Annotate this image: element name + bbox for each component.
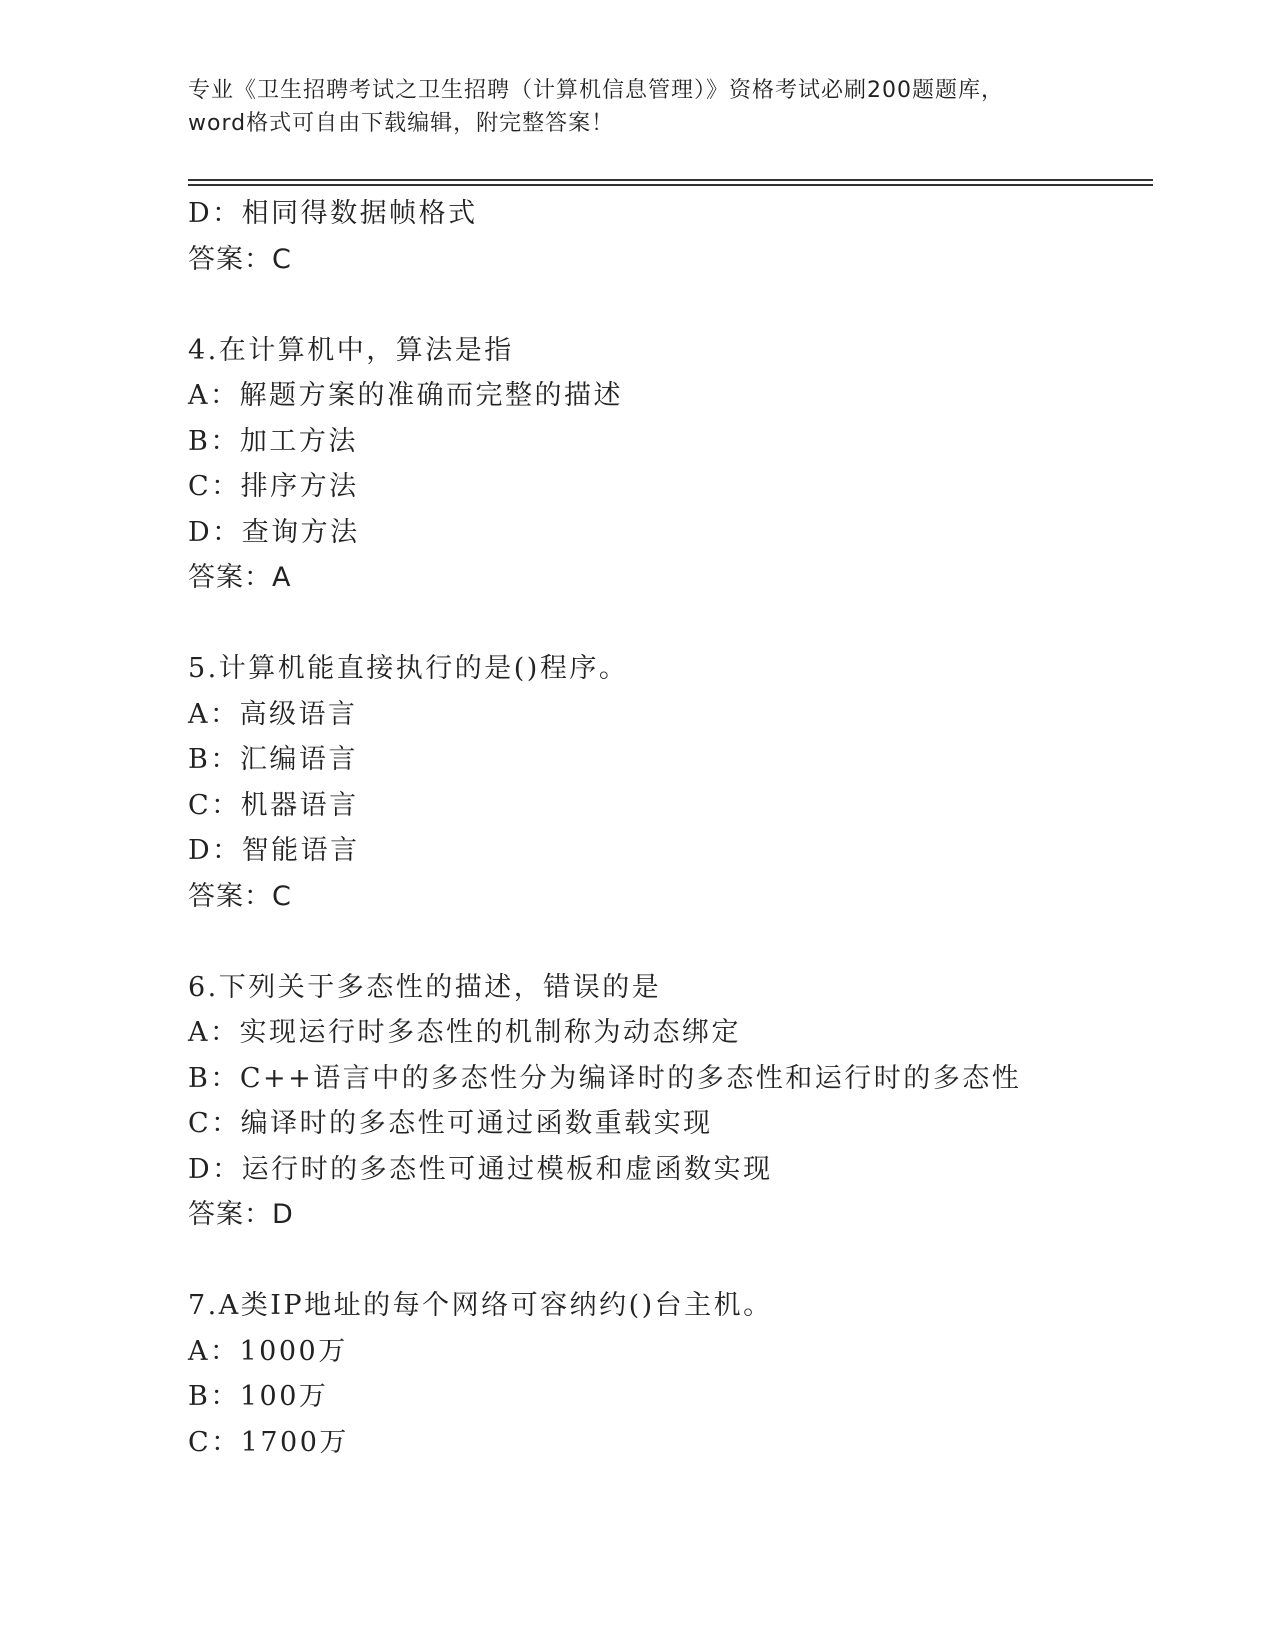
option-d: D：查询方法 (188, 516, 360, 548)
question-7 (188, 1283, 1168, 1465)
spacer (188, 1238, 1168, 1284)
question-6 (188, 965, 1168, 1238)
question-stem: 5.计算机能直接执行的是()程序。 (188, 653, 629, 684)
option-b: B：汇编语言 (188, 744, 358, 775)
question-stem: 6.下列关于多态性的描述，错误的是 (188, 971, 662, 1003)
spacer (188, 282, 1168, 328)
header-divider-top (188, 179, 1153, 181)
option-a: A：1000万 (188, 1335, 348, 1367)
question-3-continued (188, 191, 1168, 282)
header-divider-bottom (188, 184, 1153, 186)
option-a: A：实现运行时多态性的机制称为动态绑定 (188, 1017, 741, 1048)
question-stem: 7.A类IP地址的每个网络可容纳约()台主机。 (188, 1290, 773, 1321)
question-list (188, 191, 1168, 1465)
option-c: C：1700万 (188, 1426, 349, 1458)
option-c: C：排序方法 (188, 471, 359, 502)
option-a: A：高级语言 (188, 698, 358, 730)
spacer (188, 919, 1168, 965)
option-a: A：解题方案的准确而完整的描述 (188, 380, 623, 411)
option-b: B：加工方法 (188, 425, 358, 457)
answer-line: 答案：A (188, 562, 292, 593)
option-d: D：智能语言 (188, 835, 360, 866)
question-stem: 4.在计算机中，算法是指 (188, 334, 514, 366)
option-d: D：相同得数据帧格式 (188, 198, 478, 229)
header-title-line-2: word格式可自由下载编辑，附完整答案！ (188, 111, 615, 136)
option-b: B：100万 (188, 1381, 329, 1412)
option-c: C：编译时的多态性可通过函数重载实现 (188, 1108, 713, 1139)
answer-line: 答案：D (188, 1199, 294, 1230)
option-d: D：运行时的多态性可通过模板和虚函数实现 (188, 1153, 773, 1185)
option-b: B：C++语言中的多态性分为编译时的多态性和运行时的多态性 (188, 1062, 1022, 1094)
option-c: C：机器语言 (188, 789, 359, 821)
question-4 (188, 328, 1168, 601)
header-title-line-1: 专业《卫生招聘考试之卫生招聘（计算机信息管理）》资格考试必刷200题题库， (188, 78, 1004, 103)
document-header (188, 74, 1088, 140)
answer-line: 答案：C (188, 880, 292, 912)
answer-line: 答案：C (188, 243, 292, 275)
question-5 (188, 646, 1168, 919)
spacer (188, 601, 1168, 647)
